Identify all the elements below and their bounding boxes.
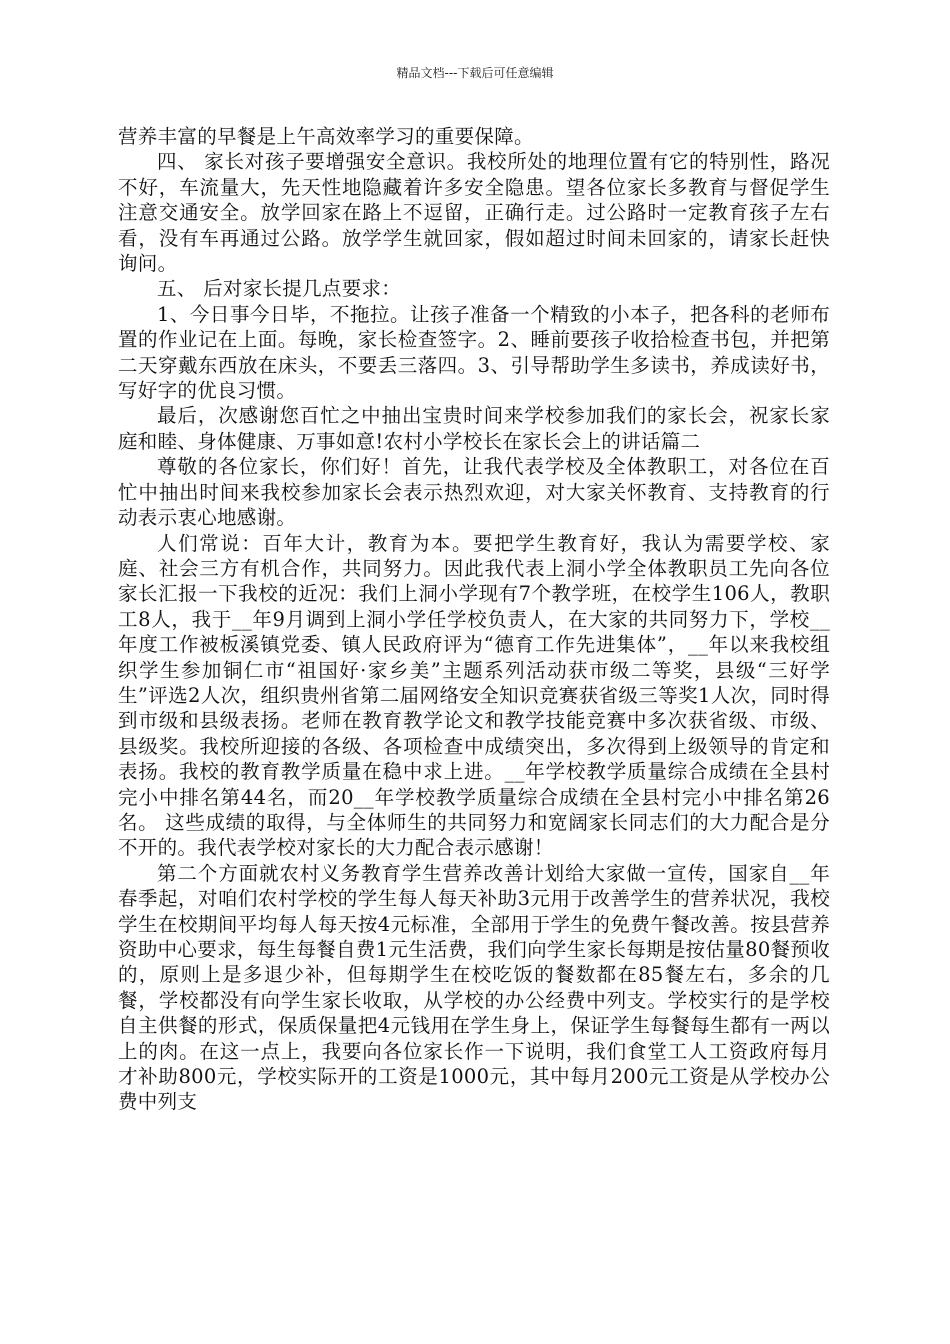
page-header: 精品文档---下载后可任意编辑 xyxy=(396,66,554,80)
paragraph: 五、 后对家长提几点要求： xyxy=(157,277,402,301)
paragraph: 最后，次感谢您百忙之中抽出宝贵时间来学校参加我们的家长会，祝家长家庭和睦、身体健康、万事如意!农村小学校长在家长会上的讲话篇二 xyxy=(118,404,830,453)
paragraph: 营养丰富的早餐是上午高效率学习的重要保障。 xyxy=(118,125,534,148)
paragraph: 人们常说：百年大计，教育为本。要把学生教育好，我认为需要学校、家庭、社会三方有机合作，共同努力。因此我代表上洞小学全体教职员工先向各位家长汇报一下我校的近况：我们上洞小学现有7个教学班，在校学生106人，教职工8人，我于__年9月调到上洞小学任学校负责人，在大家的共同努力下，学校__年度工作被板溪镇党委、镇人民政府评为“德育工作先进集体”，__年以来我校组织学生参加铜仁市“祖国好·家乡美”主题系列活动获市级二等奖，县级“三好学生”评选2人次，组织贵州省第二届网络安全知识竞赛获省级三等奖1人次，同时得到市级和县级表扬。老师在教育教学论文和教学技能竞赛中多次获省级、市级、县级奖。我校所迎接的各级、各项检查中成绩突出，多次得到上级领导的肯定和表扬。我校的教育教学质量在稳中求上进。__年学校教学质量综合成绩在全县村完小中排名第44名，而20__年学校教学质量综合成绩在全县村完小中排名第26名。 这些成绩的取得，与全体师生的共同努力和宽阔家长同志们的大力配合是分不开的。我代表学校对家长的大力配合表示感谢！ xyxy=(118,531,830,860)
paragraph: 1、今日事今日毕，不拖拉。让孩子准备一个精致的小本子，把各科的老师布置的作业记在上面。每晚，家长检查签字。2、睡前要孩子收拾检查书包，并把第二天穿戴东西放在床头，不要丢三落四。3、引导帮助学生多读书，养成读好书，写好字的优良习惯。 xyxy=(118,302,830,403)
document-body xyxy=(118,124,830,1115)
paragraph: 四、 家长对孩子要增强安全意识。我校所处的地理位置有它的特别性，路况不好，车流量大，先天性地隐藏着许多安全隐患。望各位家长多教育与督促学生注意交通安全。放学回家在路上不逗留，正确行走。过公路时一定教育孩子左右看，没有车再通过公路。放学学生就回家，假如超过时间未回家的，请家长赶快询问。 xyxy=(118,150,830,276)
paragraph: 第二个方面就农村义务教育学生营养改善计划给大家做一宣传，国家自__年春季起，对咱们农村学校的学生每人每天补助3元用于改善学生的营养状况，我校学生在校期间平均每人每天按4元标准，全部用于学生的免费午餐改善。按县营养资助中心要求，每生每餐自费1元生活费，我们向学生家长每期是按估量80餐预收的，原则上是多退少补，但每期学生在校吃饭的餐数都在85餐左右，多余的几餐，学校都没有向学生家长收取，从学校的办公经费中列支。学校实行的是学校自主供餐的形式，保质保量把4元钱用在学生身上，保证学生每餐每生都有一两以上的肉。在这一点上，我要向各位家长作一下说明，我们食堂工人工资政府每月才补助800元，学校实际开的工资是1000元，其中每月200元工资是从学校办公费中列支 xyxy=(118,861,830,1114)
paragraph: 尊敬的各位家长，你们好！首先，让我代表学校及全体教职工，对各位在百忙中抽出时间来我校参加家长会表示热烈欢迎，对大家关怀教育、支持教育的行动表示衷心地感谢。 xyxy=(118,455,830,530)
